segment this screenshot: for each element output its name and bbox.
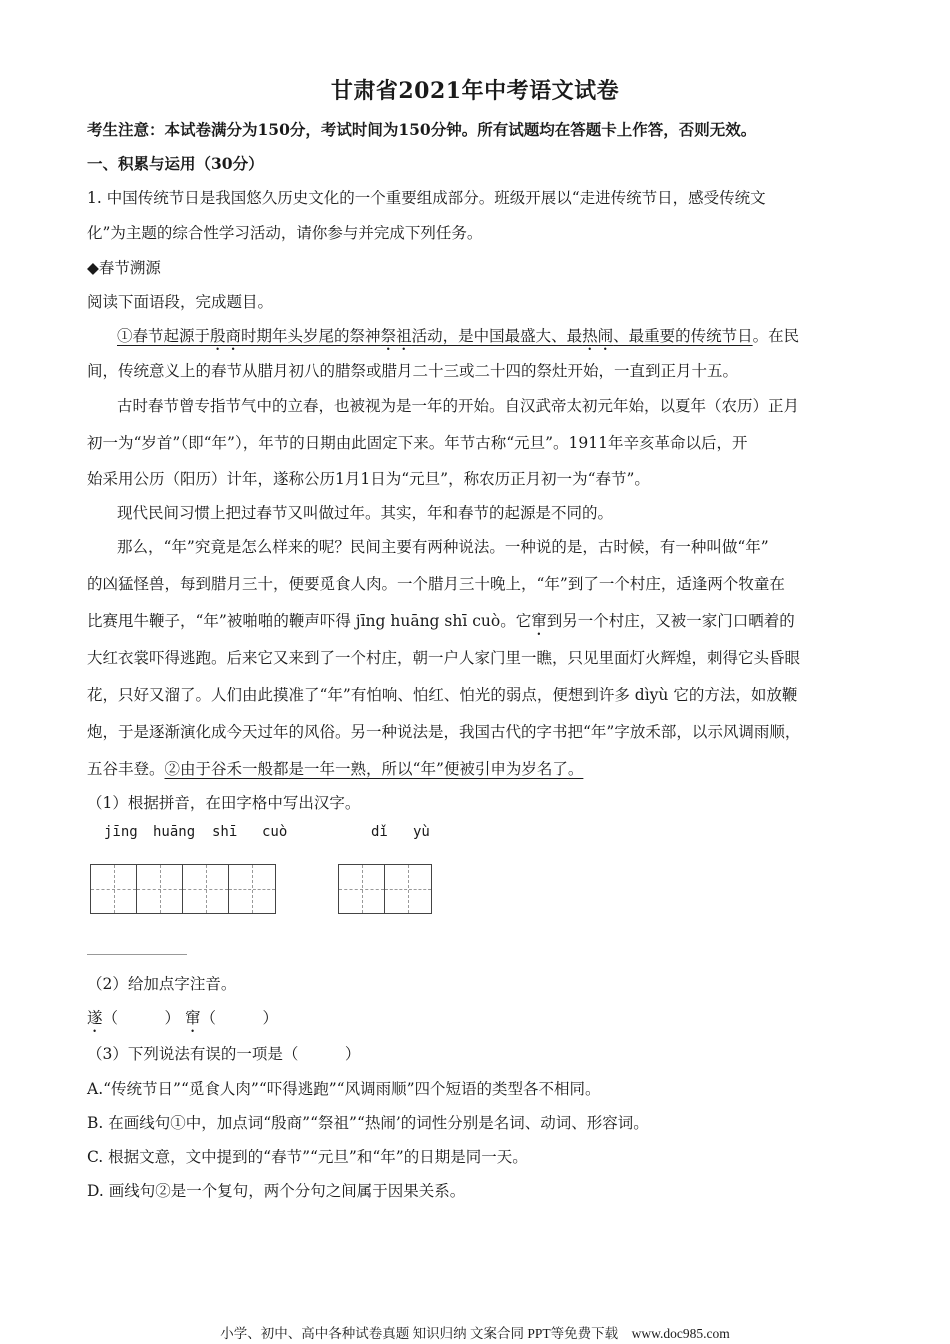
underlined-sentence-1-part: ①春节起源于 [117,327,211,345]
passage-text: 五谷丰登。 [87,760,165,778]
question-1-line1: 1. 中国传统节日是我国悠久历史文化的一个重要组成部分。班级开展以“走进传统节日，感受传统文 [87,189,766,207]
page-footer: 小学、初中、高中各种试卷真题 知识归纳 文案合同 PPT等免费下载 www.doc985.com [220,1326,730,1341]
tianzige-grid-group-2[interactable] [338,864,432,914]
tianzige-cell[interactable] [339,865,385,913]
page-title: 甘肃省2021年中考语文试卷 [330,78,620,104]
option-b: B. 在画线句①中，加点词“殷商”“祭祖”“热闹’的词性分别是名词、动词、形容词。 [87,1114,649,1132]
option-d: D. 画线句②是一个复句，两个分句之间属于因果关系。 [87,1182,466,1200]
answer-blank[interactable]: （ ） [200,1009,278,1027]
underlined-sentence-1-part: 活动，是中国最盛大、最 [411,327,583,345]
question-1-line2: 化”为主题的综合性学习活动，请你参与并完成下列任务。 [87,224,483,242]
passage-paragraph-3: 现代民间习惯上把过春节又叫做过年。其实，年和春节的起源是不同的。 [117,504,614,522]
tianzige-cell[interactable] [91,865,137,913]
divider [87,954,187,955]
passage-paragraph-4-line6: 炮，于是逐渐演化成今天过年的风俗。另一种说法是，我国古代的字书把“年”字放禾部，以示风调雨顺， [87,723,801,741]
answer-blank[interactable]: （ ） [102,1009,181,1027]
pinyin-cuo: cuò [262,824,288,840]
underlined-sentence-2: ②由于谷禾一般都是一年一熟，所以“年”便被引申为岁名了。 [164,760,584,778]
dotted-word-jizu: 祭祖 [380,327,412,345]
dotted-char-sui: 遂 [87,1009,103,1027]
pinyin-jing: jīng [104,824,138,840]
passage-paragraph-4-line5: 花，只好又溜了。人们由此摸准了“年”有怕响、怕红、怕光的弱点，便想到许多 dìyù 它的方法，如放鞭 [87,686,798,704]
passage-paragraph-1-line1 [117,324,877,354]
subquestion-1-label: （1）根据拼音，在田字格中写出汉字。 [87,794,361,812]
tianzige-cell[interactable] [385,865,431,913]
passage-text: 。在民 [752,327,800,345]
dotted-word-renao: 热闹 [582,327,614,345]
reading-instruction: 阅读下面语段，完成题目。 [87,293,274,311]
exam-notice: 考生注意：本试卷满分为150分，考试时间为150分钟。所有试题均在答题卡上作答，否则无效。 [87,120,757,139]
passage-text: 比赛甩牛鞭子，“年”被啪啪的鞭声吓得 jīng huāng shī cuò。它 [87,612,532,630]
option-a: A.“传统节日”“觅食人肉”“吓得逃跑”“风调雨顺”四个短语的类型各不相同。 [87,1080,601,1098]
section-heading: 一、积累与运用（30分） [87,154,264,173]
passage-text: 到另一个村庄，又被一家门口晒着的 [546,612,795,630]
dotted-char-cuan: 窜 [531,612,547,630]
subquestion-2-label: （2）给加点字注音。 [87,975,237,993]
subquestion-3-label: （3）下列说法有误的一项是（ ） [87,1045,361,1063]
passage-paragraph-2-line3: 始采用公历（阳历）计年，遂称公历1月1日为“元旦”，称农历正月初一为“春节”。 [87,470,650,488]
dotted-word-yinshang: 殷商 [210,327,242,345]
tianzige-cell[interactable] [183,865,229,913]
passage-paragraph-4-line4: 大红衣裳吓得逃跑。后来它又来到了一个村庄，朝一户人家门里一瞧，只见里面灯火辉煌，刺得它头昏眼 [87,649,801,667]
passage-paragraph-4-line1: 那么，“年”究竟是怎么样来的呢？民间主要有两种说法。一种说的是，古时候，有一种叫做“年” [117,538,769,556]
pinyin-di: dǐ [371,824,388,840]
tianzige-cell[interactable] [137,865,183,913]
passage-paragraph-4-line2: 的凶猛怪兽，每到腊月三十，便要觅食人肉。一个腊月三十晚上，“年”到了一个村庄，适逢两个牧童在 [87,575,785,593]
underlined-sentence-1-part: 、最重要的传统节日 [613,327,753,345]
subquestion-2-blanks [87,1006,877,1036]
pinyin-yu: yù [413,824,430,840]
pinyin-shi: shī [212,824,238,840]
passage-paragraph-2-line2: 初一为“岁首”（即“年”），年节的日期由此固定下来。年节古称“元旦”。1911年辛亥革命以后，开 [87,434,748,452]
passage-paragraph-1-line2: 间，传统意义上的春节从腊月初八的腊祭或腊月二十三或二十四的祭灶开始，一直到正月十五。 [87,362,739,380]
passage-paragraph-4-line7 [87,757,877,779]
option-c: C. 根据文意，文中提到的“春节”“元旦”和“年”的日期是同一天。 [87,1148,528,1166]
pinyin-huang: huāng [153,824,196,840]
dotted-char-cuan: 窜 [184,1009,201,1027]
underlined-sentence-1-part: 时期年头岁尾的 [241,327,350,345]
passage-paragraph-2-line1: 古时春节曾专指节气中的立春，也被视为是一年的开始。自汉武帝太初元年始，以夏年（农历）正月 [117,397,800,415]
underlined-sentence-1-part: 祭神 [349,327,381,345]
passage-paragraph-4-line3 [87,609,877,639]
tianzige-cell[interactable] [229,865,275,913]
subheading-spring-festival: ◆春节溯源 [87,259,161,277]
tianzige-grid-group-1[interactable] [90,864,276,914]
